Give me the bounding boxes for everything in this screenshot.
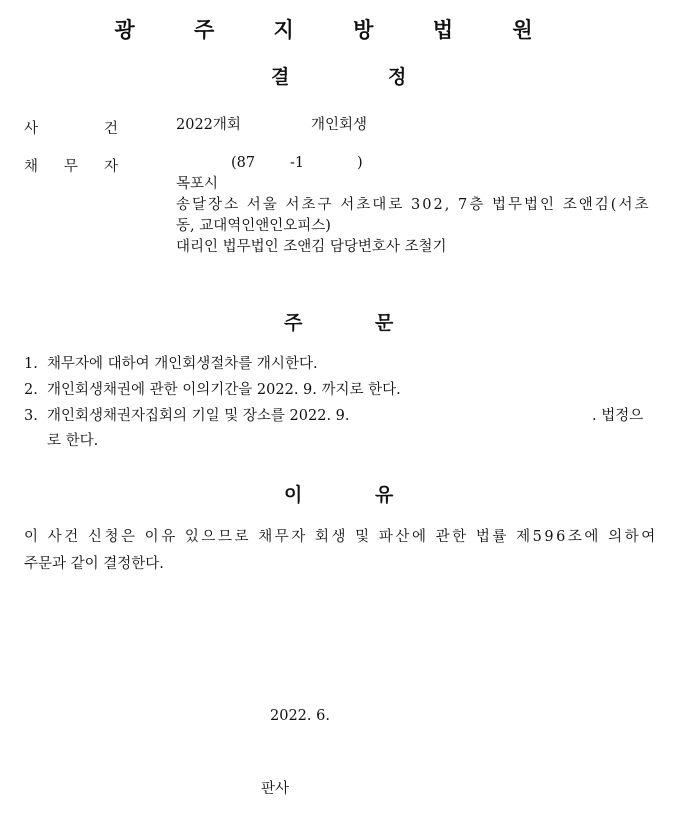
reason-heading-left: 이 bbox=[284, 484, 303, 506]
debtor-service-line1: 송달장소 서울 서초구 서초대로 302, 7층 법무법인 조앤김(서초 bbox=[176, 197, 651, 213]
reason-heading-right: 유 bbox=[375, 484, 394, 506]
debtor-address: 목포시 bbox=[176, 176, 219, 192]
order-item-1-num: 1. bbox=[24, 356, 38, 372]
debtor-agent: 대리인 법무법인 조앤김 담당변호사 조철기 bbox=[176, 239, 447, 255]
order-item-3-text: 개인회생채권자집회의 기일 및 장소를 2022. 9. bbox=[47, 408, 350, 424]
case-label-1: 사 bbox=[24, 121, 39, 137]
debtor-service-line2: 동, 교대역인앤인오피스) bbox=[176, 218, 331, 234]
debtor-birth-open: (87 bbox=[231, 155, 256, 171]
order-item-3-tail: . 법정으 bbox=[592, 408, 644, 424]
case-type: 개인회생 bbox=[311, 117, 368, 133]
debtor-label-3: 자 bbox=[104, 159, 119, 175]
debtor-birth-mid: -1 bbox=[290, 155, 305, 171]
case-number: 2022개회 bbox=[176, 117, 241, 133]
doc-type-right: 정 bbox=[388, 66, 407, 88]
order-item-2-num: 2. bbox=[24, 382, 38, 398]
doc-type-left: 결 bbox=[271, 66, 290, 88]
order-heading-left: 주 bbox=[284, 312, 303, 334]
debtor-birth-close: ) bbox=[357, 155, 363, 171]
decision-date: 2022. 6. bbox=[270, 708, 330, 724]
debtor-label-1: 채 bbox=[24, 159, 39, 175]
order-item-1-text: 채무자에 대하여 개인회생절차를 개시한다. bbox=[47, 356, 318, 372]
debtor-label-2: 무 bbox=[64, 159, 79, 175]
judge-label: 판사 bbox=[261, 781, 290, 797]
order-item-2-text: 개인회생채권에 관한 이의기간을 2022. 9. 까지로 한다. bbox=[47, 382, 401, 398]
order-heading-right: 문 bbox=[375, 312, 394, 334]
court-name: 광 주 지 방 법 원 bbox=[114, 17, 559, 42]
reason-line-2: 주문과 같이 결정한다. bbox=[24, 556, 164, 572]
case-label-2: 건 bbox=[104, 121, 119, 137]
reason-line-1: 이 사건 신청은 이유 있으므로 채무자 회생 및 파산에 관한 법률 제596조에 의하여 bbox=[24, 529, 658, 545]
order-item-3-cont: 로 한다. bbox=[47, 433, 99, 449]
order-item-3-num: 3. bbox=[24, 408, 38, 424]
